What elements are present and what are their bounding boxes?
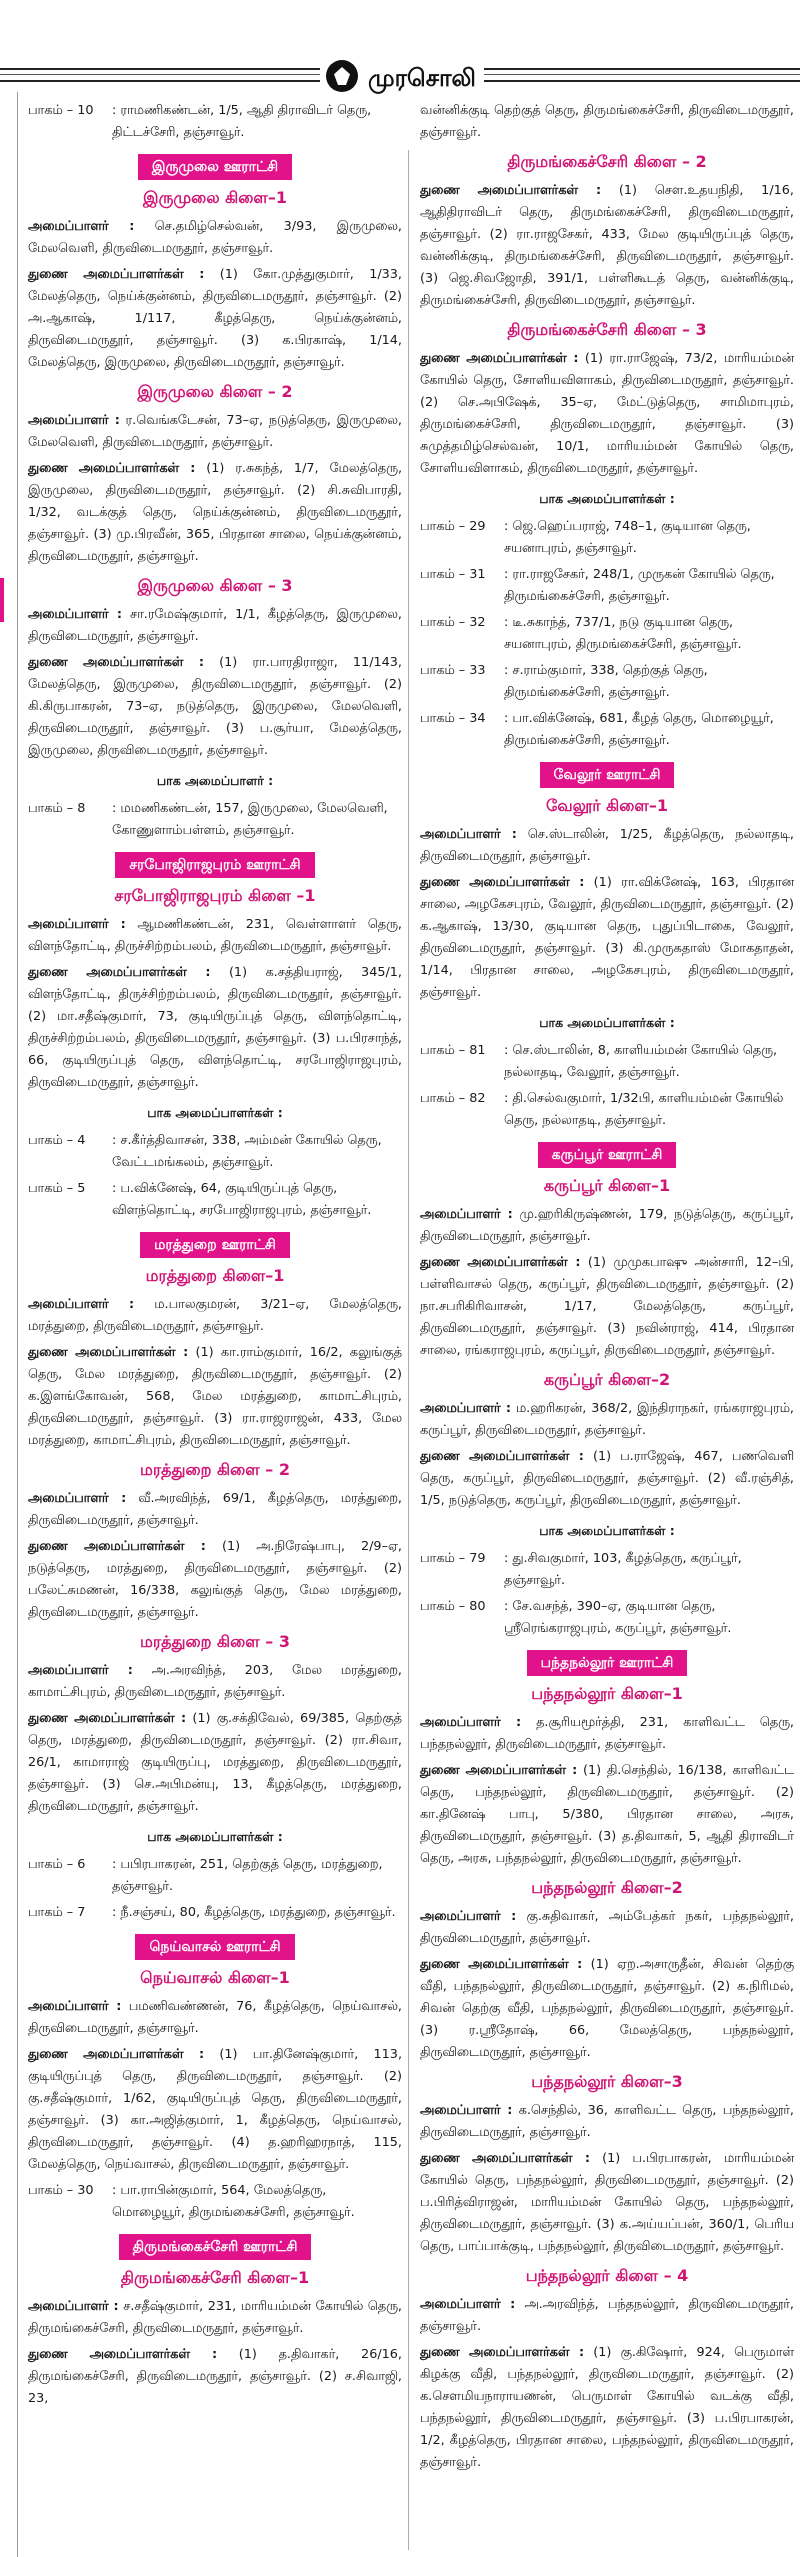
- panchayat-heading: மரத்துறை ஊராட்சி: [28, 1232, 402, 1258]
- booth-organizers-heading: பாக அமைப்பாளர்கள் :: [147, 1829, 283, 1844]
- masthead: [0, 0, 800, 92]
- organizer-entry: அமைப்பாளர் : மு.ஹரிகிருஷ்ணன், 179, நடுத்தெரு, கருப்பூர், திருவிடைமருதூர், தஞ்சாவூர்.: [420, 1207, 794, 1244]
- booth-entry: பாகம் – 34 : பா.விக்னேஷ், 681, கீழத் தெரு, மொழையூர், திருமங்கைச்சேரி, தஞ்சாவூர்.: [420, 711, 774, 748]
- organizer-entry: அமைப்பாளர் : ச.சதீஷ்குமார், 231, மாரியம்மன் கோயில் தெரு, திருமங்கைச்சேரி, திருவிடைமருதூர், தஞ்சாவூர்.: [28, 2299, 403, 2336]
- organizer-entry: அமைப்பாளர் : செ.ஸ்டாலின், 1/25, கீழத்தெரு, நல்லாதடி, திருவிடைமருதூர், தஞ்சாவூர்.: [420, 827, 794, 864]
- deputy-organizers-entry: துணை அமைப்பாளர்கள் : (1) முமுகபாஷு அன்சாரி, 12–பி, பள்ளிவாசல் தெரு, கருப்பூர், திருவிடைமருதூர், தஞ்சாவூர். (2) நா.சபரிகிரிவாசன், 1/17, மேலத்தெரு, கருப்பூர், திருவிடைமருதூர், தஞ்சாவூர். (3) நவின்ராஜ், 414, பிரதான சாலை, ரங்கராஜபுரம், கருப்பூர், திருவிடைமருதூர், தஞ்சாவூர்.: [420, 1255, 794, 1358]
- booth-entry: பாகம் – 8 : மமணிகண்டன், 157, இருமுலை, மேலவெளி, கோணுளாம்பள்ளம், தஞ்சாவூர்.: [28, 801, 388, 838]
- booth-entry: பாகம் – 29 : ஜெ.ஹெப்பராஜ், 748–1, குடியான தெரு, சயனாபுரம், தஞ்சாவூர்.: [420, 519, 751, 556]
- booth-organizers-heading: பாக அமைப்பாளர்கள் :: [539, 491, 675, 506]
- deputy-organizers-entry: துணை அமைப்பாளர்கள் : (1) ப.பிரபாகரன், மாரியம்மன் கோயில் தெரு, பந்தநல்லூர், திருவிடைமருதூர், தஞ்சாவூர். (2) ப.பிரித்விராஜன், மாரியம்மன் கோயில் தெரு, பந்தநல்லூர், திருவிடைமருதூர், தஞ்சாவூர். (3) க.அய்யப்பன், 360/1, பெரிய தெரு, பாப்பாக்குடி, பந்தநல்லூர், திருவிடைமருதூர், தஞ்சாவூர்.: [420, 2151, 795, 2254]
- panchayat-heading: பந்தநல்லூர் ஊராட்சி: [420, 1650, 794, 1676]
- deputy-organizers-entry: துணை அமைப்பாளர்கள் : (1) ரா.விக்னேஷ், 163, பிரதான சாலை, அழகேசபுரம், வேலூர், திருவிடைமருதூர், தஞ்சாவூர். (2) க.ஆகாஷ், 13/30, குடியான தெரு, புதுப்பிடாகை, வேலூர், திருவிடைமருதூர், தஞ்சாவூர். (3) கி.முருகதாஸ் மோகதாதன், 1/14, பிரதான சாலை, அழகேசபுரம், திருவிடைமருதூர், தஞ்சாவூர்.: [420, 875, 794, 1000]
- newspaper-title: முரசொலி: [368, 64, 476, 92]
- deputy-organizers-entry: துணை அமைப்பாளர்கள் : (1) ர.சுகந்த், 1/7, மேலத்தெரு, இருமுலை, திருவிடைமருதூர், தஞ்சாவூர். (2) சி.சுவிபாரதி, 1/32, வடக்குத் தெரு, நெய்க்குன்னம், திருவிடைமருதூர், தஞ்சாவூர். (3) மு.பிரவீன், 365, பிரதான சாலை, நெய்க்குன்னம், திருவிடைமருதூர், தஞ்சாவூர்.: [28, 461, 403, 564]
- branch-heading: பந்தநல்லூர் கிளை–2: [531, 1878, 683, 1897]
- branch-heading: கருப்பூர் கிளை–1: [543, 1176, 671, 1195]
- deputy-organizers-entry: துணை அமைப்பாளர்கள் : (1) அ.நிரேஷ்பாபு, 2/9–ஏ, நடுத்தெரு, மரத்துறை, திருவிடைமருதூர், தஞ்சாவூர். (2) பலேட்சுமணன், 16/338, கலுங்குத் தெரு, மேல மரத்துறை, திருவிடைமருதூர், தஞ்சாவூர்.: [28, 1539, 403, 1620]
- booth-entry: பாகம் – 81 : செ.ஸ்டாலின், 8, காளியம்மன் கோயில் தெரு, நல்லாதடி, வேலூர், தஞ்சாவூர்.: [420, 1043, 778, 1080]
- organizer-entry: அமைப்பாளர் : அ.அரவிந்த், பந்தநல்லூர், திருவிடைமருதூர், தஞ்சாவூர்.: [420, 2297, 795, 2334]
- panchayat-heading: வேலூர் ஊராட்சி: [420, 762, 794, 788]
- branch-heading: வேலூர் கிளை–1: [546, 796, 668, 815]
- deputy-organizers-entry: துணை அமைப்பாளர்கள் : (1) ரா.ராஜேஷ், 73/2, மாரியம்மன் கோயில் தெரு, சோளியவிளாகம், திருவிடைமருதூர், தஞ்சாவூர். (2) செ.அபிஷேக், 35–ஏ, மேட்டுத்தெரு, சாமிமாபுரம், திருமங்கைச்சேரி, திருவிடைமருதூர், தஞ்சாவூர். (3) சுமுத்தமிழ்செல்வன், 10/1, மாரியம்மன் கோயில் தெரு, சோளியவிளாகம், திருவிடைமருதூர், தஞ்சாவூர்.: [420, 351, 794, 476]
- booth-entry: பாகம் – 4 : ச.கீர்த்திவாசன், 338, அம்மன் கோயில் தெரு, வேட்டமங்கலம், தஞ்சாவூர்.: [28, 1133, 382, 1170]
- branch-heading: திருமங்கைச்சேரி கிளை–1: [120, 2268, 310, 2287]
- branch-heading: பந்தநல்லூர் கிளை – 4: [525, 2266, 689, 2285]
- deputy-organizers-entry: துணை அமைப்பாளர்கள் : (1) கு.சக்திவேல், 69/385, தெற்குத் தெரு, மரத்துறை, திருவிடைமருதூர், தஞ்சாவூர். (2) ரா.சிவா, 26/1, காமாராஜ் குடியிருப்பு, மரத்துறை, திருவிடைமருதூர், தஞ்சாவூர். (3) செ.அபிமன்யு, 13, கீழத்தெரு, மரத்துறை, திருவிடைமருதூர், தஞ்சாவூர்.: [28, 1711, 402, 1814]
- booth-entry: பாகம் – 30 : பா.ராபின்குமார், 564, மேலத்தெரு, மொழையூர், திருமங்கைச்சேரி, தஞ்சாவூர்.: [28, 2183, 355, 2220]
- rising-sun-logo-icon: [326, 60, 358, 92]
- organizer-entry: அமைப்பாளர் : வீ.அரவிந்த், 69/1, கீழத்தெரு, மரத்துறை, திருவிடைமருதூர், தஞ்சாவூர்.: [28, 1491, 402, 1528]
- branch-heading: நெய்வாசல் கிளை–1: [140, 1968, 290, 1987]
- deputy-organizers-entry: துணை அமைப்பாளர்கள் : (1) ரா.பாரதிராஜா, 11/143, மேலத்தெரு, இருமுலை, திருவிடைமருதூர், தஞ்சாவூர். (2) கி.கிருபாகரன், 73–ஏ, நடுத்தெரு, இருமுலை, மேலவெளி, திருவிடைமருதூர், தஞ்சாவூர். (3) ப.சூர்யா, மேலத்தெரு, இருமுலை, திருவிடைமருதூர், தஞ்சாவூர்.: [28, 655, 403, 758]
- booth-organizers-heading: பாக அமைப்பாளர்கள் :: [539, 1523, 675, 1538]
- booth-entry: பாகம் – 6 : பபிரபாகரன், 251, தெற்குத் தெரு, மரத்துறை, தஞ்சாவூர்.: [28, 1857, 383, 1894]
- left-margin-rule: [0, 92, 18, 2557]
- left-margin-marker: [0, 578, 4, 622]
- branch-heading: மரத்துறை கிளை – 2: [140, 1460, 290, 1479]
- panchayat-heading: இருமுலை ஊராட்சி: [28, 154, 402, 180]
- booth-organizers-heading: பாக அமைப்பாளர் :: [156, 773, 274, 788]
- deputy-organizers-entry: துணை அமைப்பாளர்கள் : (1) தி.செந்தில், 16/138, காளிவட்ட தெரு, பந்தநல்லூர், திருவிடைமருதூர், தஞ்சாவூர். (2) கா.தினேஷ் பாபு, 5/380, பிரதான சாலை, அரசு, திருவிடைமருதூர், தஞ்சாவூர். (3) த.திவாகர், 5, ஆதி திராவிடர் தெரு, அரசு, பந்தநல்லூர், திருவிடைமருதூர், தஞ்சாவூர்.: [420, 1763, 795, 1866]
- booth-entry: பாகம் – 7 : நீ.சஞ்சய், 80, கீழத்தெரு, மரத்துறை, தஞ்சாவூர்.: [28, 1905, 396, 1920]
- branch-heading: திருமங்கைச்சேரி கிளை – 3: [507, 320, 707, 339]
- branch-heading: இருமுலை கிளை – 3: [137, 576, 293, 595]
- panchayat-heading: நெய்வாசல் ஊராட்சி: [28, 1934, 402, 1960]
- organizer-entry: அமைப்பாளர் : அ.அரவிந்த், 203, மேல மரத்துறை, காமாட்சிபுரம், திருவிடைமருதூர், தஞ்சாவூர்.: [28, 1663, 402, 1700]
- organizer-entry: அமைப்பாளர் : ம.ஹரிகரன், 368/2, இந்திராநகர், ரங்கராஜபுரம், கருப்பூர், திருவிடைமருதூர், தஞ்சாவூர்.: [420, 1401, 794, 1438]
- booth-entry: பாகம் – 31 : ரா.ராஜசேகர், 248/1, முருகன் கோயில் தெரு, திருமங்கைச்சேரி, தஞ்சாவூர்.: [420, 567, 775, 604]
- organizer-entry: அமைப்பாளர் : செ.தமிழ்செல்வன், 3/93, இருமுலை, மேலவெளி, திருவிடைமருதூர், தஞ்சாவூர்.: [28, 219, 402, 256]
- panchayat-heading: சரபோஜிராஜபுரம் ஊராட்சி: [28, 852, 402, 878]
- booth-entry: பாகம் – 33 : ச.ராம்குமார், 338, தெற்குத் தெரு, திருமங்கைச்சேரி, தஞ்சாவூர்.: [420, 663, 708, 700]
- panchayat-heading: திருமங்கைச்சேரி ஊராட்சி: [28, 2234, 402, 2260]
- deputy-organizers-entry: துணை அமைப்பாளர்கள் : (1) ப.ராஜேஷ், 467, பணவெளி தெரு, கருப்பூர், திருவிடைமருதூர், தஞ்சாவூர். (2) வீ.ரஞ்சித், 1/5, நடுத்தெரு, கருப்பூர், திருவிடைமருதூர், தஞ்சாவூர்.: [420, 1449, 795, 1508]
- branch-heading: மரத்துறை கிளை–1: [145, 1266, 285, 1285]
- booth-organizers-heading: பாக அமைப்பாளர்கள் :: [539, 1015, 675, 1030]
- organizer-entry: அமைப்பாளர் : பமணிவண்ணன், 76, கீழத்தெரு, நெய்வாசல், திருவிடைமருதூர், தஞ்சாவூர்.: [28, 1999, 402, 2036]
- deputy-organizers-entry: துணை அமைப்பாளர்கள் : (1) பா.தினேஷ்குமார், 113, குடியிருப்புத் தெரு, திருவிடைமருதூர், தஞ்சாவூர். (2) கு.சதீஷ்குமார், 1/62, குடியிருப்புத் தெரு, திருவிடைமருதூர், தஞ்சாவூர். (3) கா.அஜித்குமார், 1, கீழத்தெரு, நெய்வாசல், திருவிடைமருதூர், தஞ்சாவூர். (4) த.ஹரிஹரநாத், 115, மேலத்தெரு, நெய்வாசல், திருவிடைமருதூர், தஞ்சாவூர்.: [28, 2047, 403, 2172]
- masthead-badge: [320, 58, 484, 92]
- organizer-entry: அமைப்பாளர் : ர.வெங்கடேசன், 73–ஏ, நடுத்தெரு, இருமுலை, மேலவெளி, திருவிடைமருதூர், தஞ்சாவூர்.: [28, 413, 402, 450]
- organizer-entry: அமைப்பாளர் : ம.பாலகுமரன், 3/21–ஏ, மேலத்தெரு, மரத்துறை, திருவிடைமருதூர், தஞ்சாவூர்.: [28, 1297, 402, 1334]
- deputy-organizers-entry: துணை அமைப்பாளர்கள் : (1) செள.உதயநிதி, 1/16, ஆதிதிராவிடர் தெரு, திருமங்கைச்சேரி, திருவிடைமருதூர், தஞ்சாவூர். (2) ரா.ராஜசேகர், 433, மேல குடியிருப்புத் தெரு, வன்னிக்குடி, திருமங்கைச்சேரி, திருவிடைமருதூர், தஞ்சாவூர். (3) ஜெ.சிவஜோதி, 391/1, பள்ளிகூடத் தெரு, வன்னிக்குடி, திருமங்கைச்சேரி, திருவிடைமருதூர், தஞ்சாவூர்.: [420, 183, 794, 308]
- branch-heading: இருமுலை கிளை–1: [143, 188, 287, 207]
- panchayat-heading: கருப்பூர் ஊராட்சி: [420, 1142, 794, 1168]
- booth-entry: பாகம் – 82 : தி.செல்வகுமார், 1/32பி, காளியம்மன் கோயில் தெரு, நல்லாதடி, தஞ்சாவூர்.: [420, 1091, 784, 1128]
- booth-entry: பாகம் – 5 : ப.விக்னேஷ், 64, குடியிருப்புத் தெரு, விளந்தொட்டி, சரபோஜிராஜபுரம், தஞ்சாவூர்.: [28, 1181, 372, 1218]
- booth-entry: பாகம் – 80 : சே.வசந்த், 390–ஏ, குடியான தெரு, ஸ்ரீரெங்கராஜபுரம், கருப்பூர், தஞ்சாவூர்.: [420, 1599, 732, 1636]
- booth-organizers-heading: பாக அமைப்பாளர்கள் :: [147, 1105, 283, 1120]
- booth-entry: பாகம் – 10 : ராமணிகண்டன், 1/5, ஆதி திராவிடர் தெரு, திட்டச்சேரி, தஞ்சாவூர்.: [28, 103, 372, 140]
- left-column: [28, 100, 402, 2414]
- right-column: [420, 100, 794, 2478]
- branch-heading: சரபோஜிராஜபுரம் கிளை –1: [114, 886, 316, 905]
- organizer-entry: அமைப்பாளர் : த.சூரியமூர்த்தி, 231, காளிவட்ட தெரு, பந்தநல்லூர், திருவிடைமருதூர், தஞ்சாவூர்.: [420, 1715, 794, 1752]
- branch-heading: பந்தநல்லூர் கிளை–1: [531, 1684, 683, 1703]
- organizer-entry: அமைப்பாளர் : க.செந்தில், 36, காளிவட்ட தெரு, பந்தநல்லூர், திருவிடைமருதூர், தஞ்சாவூர்.: [420, 2103, 795, 2140]
- deputy-organizers-entry: துணை அமைப்பாளர்கள் : (1) கு.கிஷோர், 924, பெருமாள் கிழக்கு வீதி, பந்தநல்லூர், திருவிடைமருதூர், தஞ்சாவூர். (2) க.சௌமியநாராயணன், பெருமாள் கோயில் வடக்கு வீதி, பந்தநல்லூர், திருவிடைமருதூர், தஞ்சாவூர். (3) ப.பிரபாகரன், 1/2, கீழத்தெரு, பிரதான சாலை, பந்தநல்லூர், திருவிடைமருதூர், தஞ்சாவூர்.: [420, 2345, 794, 2470]
- branch-heading: திருமங்கைச்சேரி கிளை – 2: [507, 152, 707, 171]
- deputy-organizers-entry: துணை அமைப்பாளர்கள் : (1) த.திவாகர், 26/16, திருமங்கைச்சேரி, திருவிடைமருதூர், தஞ்சாவூர். (2) ச.சிவாஜி, 23,: [28, 2347, 402, 2406]
- column-divider: [408, 150, 409, 2550]
- branch-heading: மரத்துறை கிளை – 3: [140, 1632, 290, 1651]
- booth-entry: பாகம் – 79 : து.சிவகுமார், 103, கீழத்தெரு, கருப்பூர், தஞ்சாவூர்.: [420, 1551, 742, 1588]
- deputy-organizers-entry: துணை அமைப்பாளர்கள் : (1) க.சத்தியராஜ், 345/1, விளந்தோட்டி, திருச்சிற்றம்பலம், திருவிடைமருதூர், தஞ்சாவூர். (2) மா.சதீஷ்குமார், 73, குடியிருப்புத் தெரு, விளந்தொட்டி, திருச்சிற்றம்பலம், திருவிடைமருதூர், தஞ்சாவூர். (3) ப.பிரசாந்த், 66, குடியிருப்புத் தெரு, விளந்தொட்டி, சரபோஜிராஜபுரம், திருவிடைமருதூர், தஞ்சாவூர்.: [28, 965, 402, 1090]
- deputy-organizers-entry: துணை அமைப்பாளர்கள் : (1) கோ.முத்துகுமார், 1/33, மேலத்தெரு, நெய்க்குன்னம், திருவிடைமருதூர், தஞ்சாவூர். (2) அ.ஆகாஷ், 1/117, கீழத்தெரு, நெய்க்குன்னம், திருவிடைமருதூர், தஞ்சாவூர். (3) க.பிரகாஷ், 1/14, மேலத்தெரு, இருமுலை, திருவிடைமருதூர், தஞ்சாவூர்.: [28, 267, 402, 370]
- deputy-organizers-entry: துணை அமைப்பாளர்கள் : (1) கா.ராம்குமார், 16/2, கலுங்குத் தெரு, மேல மரத்துறை, திருவிடைமருதூர், தஞ்சாவூர். (2) க.இளங்கோவன், 568, மேல மரத்துறை, காமாட்சிபுரம், திருவிடைமருதூர், தஞ்சாவூர். (3) ரா.ராஜராஜன், 433, மேல மரத்துறை, காமாட்சிபுரம், திருவிடைமருதூர், தஞ்சாவூர்.: [28, 1345, 402, 1448]
- branch-heading: பந்தநல்லூர் கிளை–3: [531, 2072, 683, 2091]
- branch-heading: இருமுலை கிளை – 2: [137, 382, 293, 401]
- deputy-organizers-entry: துணை அமைப்பாளர்கள் : (1) ஏற.அசாருதீன், சிவன் தெற்கு வீதி, பந்தநல்லூர், திருவிடைமருதூர், தஞ்சாவூர். (2) க.நிரிமல், சிவன் தெற்கு வீதி, பந்தநல்லூர், திருவிடைமருதூர், தஞ்சாவூர். (3) ர.ஸ்ரீதோஷ், 66, மேலத்தெரு, பந்தநல்லூர், திருவிடைமருதூர், தஞ்சாவூர்.: [420, 1957, 794, 2060]
- branch-heading: கருப்பூர் கிளை–2: [543, 1370, 671, 1389]
- organizer-entry: அமைப்பாளர் : கு.சுதிவாகர், அம்பேத்கர் நகர், பந்தநல்லூர், திருவிடைமருதூர், தஞ்சாவூர்.: [420, 1909, 795, 1946]
- continued-entry: வன்னிக்குடி தெற்குத் தெரு, திருமங்கைச்சேரி, திருவிடைமருதூர், தஞ்சாவூர்.: [420, 103, 794, 140]
- organizer-entry: அமைப்பாளர் : ஆமணிகண்டன், 231, வெள்ளாளர் தெரு, விளந்தோட்டி, திருச்சிற்றம்பலம், திருவிடைமருதூர், தஞ்சாவூர்.: [28, 917, 402, 954]
- booth-entry: பாகம் – 32 : டீ.சுகாந்த், 737/1, நடு குடியான தெரு, சயனாபுரம், திருமங்கைச்சேரி, தஞ்சாவூர்.: [420, 615, 742, 652]
- organizer-entry: அமைப்பாளர் : சா.ரமேஷ்குமார், 1/1, கீழத்தெரு, இருமுலை, திருவிடைமருதூர், தஞ்சாவூர்.: [28, 607, 403, 644]
